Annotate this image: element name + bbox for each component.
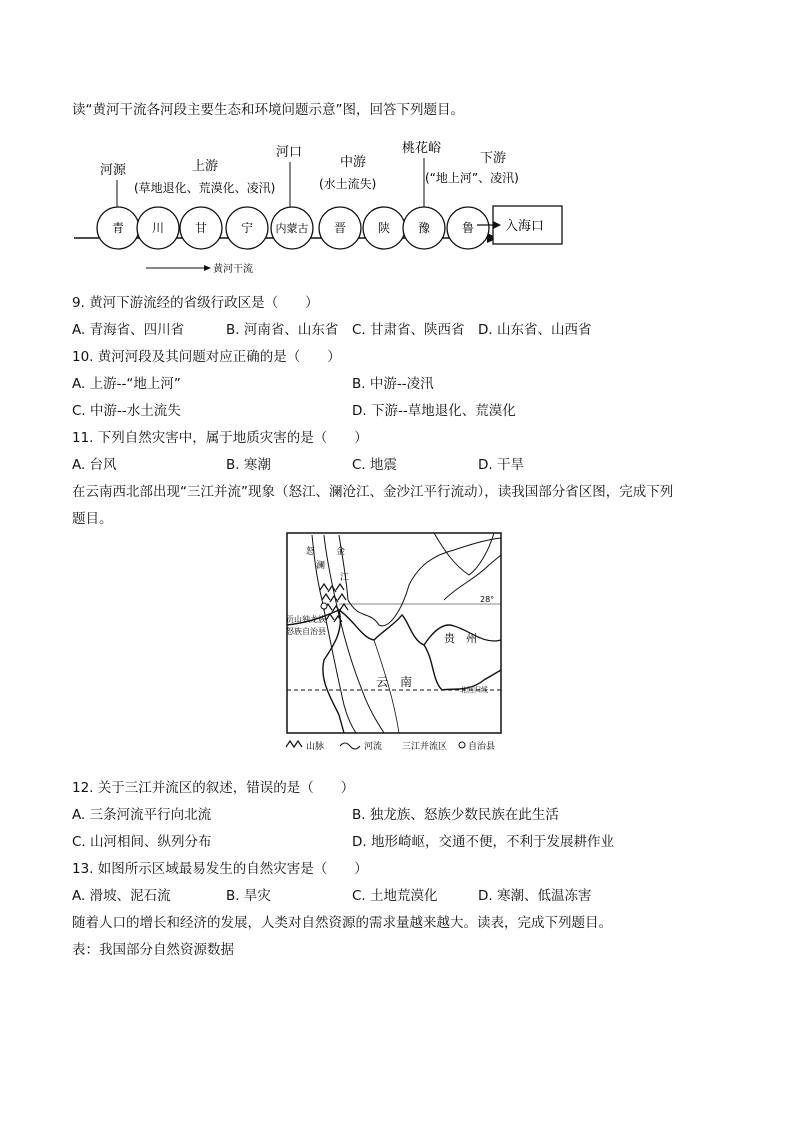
province-label-1: 川 xyxy=(151,221,165,235)
table-caption: 表：我国部分自然资源数据 xyxy=(72,942,234,958)
yellow-river-diagram xyxy=(72,138,572,278)
q13-option-d: D. 寒潮、低温冻害 xyxy=(478,888,592,904)
label-xiayou: 下游 xyxy=(480,151,507,166)
label-heyuan: 河源 xyxy=(100,163,127,178)
q13-stem: 13. 如图所示区域最易发生的自然灾害是（ ） xyxy=(72,861,368,877)
q12-option-d: D. 地形崎岖，交通不便，不利于发展耕作业 xyxy=(352,834,614,850)
q10-option-b: B. 中游--凌汛 xyxy=(352,376,434,392)
river-label-jiang: 江 xyxy=(340,573,350,583)
legend-river-label: 河流 xyxy=(364,742,383,752)
q13-option-c: C. 土地荒漠化 xyxy=(352,888,438,904)
q11-option-d: D. 干旱 xyxy=(478,457,524,473)
province-label-5: 晋 xyxy=(333,221,347,235)
q11-stem: 11. 下列自然灾害中，属于地质灾害的是（ ） xyxy=(72,430,368,446)
q12-stem: 12. 关于三江并流区的叙述，错误的是（ ） xyxy=(72,780,355,796)
label-taohuayu: 桃花峪 xyxy=(402,141,442,156)
county-marker xyxy=(321,603,327,609)
q9-option-d: D. 山东省、山西省 xyxy=(478,322,592,338)
yunnan-map xyxy=(284,530,506,752)
label-shangyou-issue: (草地退化、荒漠化、凌汛) xyxy=(134,181,276,195)
flow-label: 黄河干流 xyxy=(213,264,253,275)
legend-county-label: 自治县 xyxy=(468,742,496,752)
intro-text-1: 读“黄河干流各河段主要生态和环境问题示意”图，回答下列题目。 xyxy=(72,102,464,118)
label-zhongyou: 中游 xyxy=(340,155,367,170)
label-xiayou-issue: (“地上河”、凌汛) xyxy=(425,171,519,185)
q9-option-b: B. 河南省、山东省 xyxy=(226,322,339,338)
q11-option-c: C. 地震 xyxy=(352,457,398,473)
county-label-line-1: 贡山独龙族 xyxy=(286,615,326,624)
q13-option-a: A. 滑坡、泥石流 xyxy=(72,888,171,904)
province-label-0: 青 xyxy=(111,221,125,235)
q11-option-b: B. 寒潮 xyxy=(226,457,271,473)
q13-option-b: B. 旱灾 xyxy=(226,888,271,904)
sea-label: 入海口 xyxy=(505,219,545,234)
map-legend xyxy=(284,736,514,752)
label-hekou: 河口 xyxy=(276,145,303,160)
latitude-label: 28° xyxy=(480,595,495,604)
legend-mountain-icon xyxy=(286,741,302,747)
legend-river-icon xyxy=(340,743,360,749)
q12-option-a: A. 三条河流平行向北流 xyxy=(72,807,212,823)
province-label-8: 鲁 xyxy=(461,221,475,235)
q9-option-c: C. 甘肃省、陕西省 xyxy=(352,322,465,338)
river-label-jin: 金 xyxy=(336,547,346,557)
intro-text-2-line-2: 题目。 xyxy=(72,511,113,527)
intro-text-3: 随着人口的增长和经济的发展，人类对自然资源的需求量越来越大。读表，完成下列题目。 xyxy=(72,915,612,931)
county-label-line-2: 怒族自治县 xyxy=(286,627,326,636)
q9-stem: 9. 黄河下游流经的省级行政区是（ ） xyxy=(72,295,319,311)
label-shangyou: 上游 xyxy=(192,159,219,174)
river-label-nu: 怒 xyxy=(306,547,316,557)
flow-arrow-icon xyxy=(204,265,211,271)
q10-option-a: A. 上游--“地上河” xyxy=(72,376,181,392)
province-label-7: 豫 xyxy=(417,221,431,235)
q10-option-c: C. 中游--水土流失 xyxy=(72,403,181,419)
province-label-4: 内蒙古 xyxy=(275,222,309,235)
guizhou-label: 贵 州 xyxy=(444,632,477,645)
q10-stem: 10. 黄河河段及其问题对应正确的是（ ） xyxy=(72,349,341,365)
yunnan-label: 云 南 xyxy=(376,675,413,689)
label-zhongyou-issue: (水土流失) xyxy=(319,177,377,191)
q10-option-d: D. 下游--草地退化、荒漠化 xyxy=(352,403,516,419)
province-label-3: 宁 xyxy=(240,221,254,235)
province-label-6: 陕 xyxy=(377,221,391,235)
legend-county-icon xyxy=(459,742,465,748)
legend-area-label: 三江并流区 xyxy=(402,742,448,752)
province-label-2: 甘 xyxy=(194,221,208,235)
q11-option-a: A. 台风 xyxy=(72,457,117,473)
river-label-lan: 澜 xyxy=(316,561,326,571)
tropic-label: 北回归线 xyxy=(460,686,488,694)
intro-text-2-line-1: 在云南西北部出现“三江并流”现象（怒江、澜沧江、金沙江平行流动），读我国部分省区图，完成下列 xyxy=(72,484,674,500)
q12-option-c: C. 山河相间、纵列分布 xyxy=(72,834,212,850)
q9-option-a: A. 青海省、四川省 xyxy=(72,322,185,338)
q12-option-b: B. 独龙族、怒族少数民族在此生活 xyxy=(352,807,559,823)
legend-mountain-label: 山脉 xyxy=(306,742,325,752)
